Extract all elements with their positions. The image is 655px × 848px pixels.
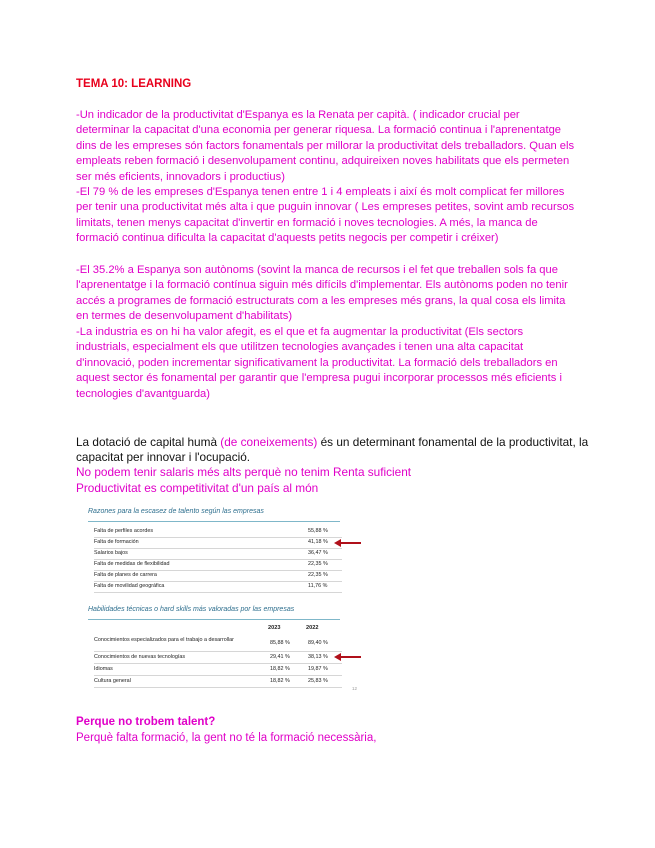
row-label: Falta de perfiles acordes [94,528,154,534]
row-value: 36,47 % [308,550,328,556]
table2-row [94,652,342,664]
paragraph-self-employed: -El 35.2% a Espanya son autònoms (sovint la manca de recursos i el fet que treballen sols fa que l'aprenentatge i la formació contínua siguin més difícils d'implementar. Els autònoms poden no tenir accés a programes de formació estructurats com a les empreses més grans, la qual cosa els limita en termes de desenvolupament d'habilitats) [76,264,568,323]
row-label: Falta de movilidad geográfica [94,583,165,589]
table2-title: Habilidades técnicas o hard skills más valoradas por las empresas [88,606,295,613]
row-label: Idiomas [94,666,113,672]
row-value-2022: 25,83 % [308,678,328,684]
statement-after: és un determinant fonamental de la productivitat, la capacitat per innovar i l'ocupació. [76,435,589,465]
answer-text: Perquè falta formació, la gent no té la formació necessària, [76,732,377,744]
row-value-2023: 18,82 % [270,678,290,684]
row-label: Cultura general [94,678,131,684]
note-salaries: No podem tenir salaris més alts perquè no tenim Renta suficient [76,465,412,479]
row-label: Falta de formación [94,539,139,545]
statement-highlight: (de coneixements) [220,435,318,449]
arrow-left-icon [334,652,362,662]
paragraph-small-companies: -El 79 % de les empreses d'Espanya tenen entre 1 i 4 empleats i així és molt complicat fer millores per tenir una productivitat més alta i que puguin innovar ( Les empreses petites, sovint amb recursos limitats, tenen menys capacitat d'invertir en formació i noves tecnologies. A més, la manca de formació continua dificulta la capacitat d'aquests petits negocis per competir i créixer) [76,186,575,245]
embedded-figure [88,505,358,695]
row-value-2022: 89,40 % [308,640,328,646]
table2-row [94,664,342,676]
row-value: 41,18 % [308,539,328,545]
row-label: Falta de planes de carrera [94,572,157,578]
statement-before: La dotació de capital humà [76,435,221,449]
row-value-2022: 19,87 % [308,666,328,672]
table1-row [94,581,342,593]
row-value-2023: 85,88 % [270,640,290,646]
table2-row [94,676,342,688]
row-value-2023: 29,41 % [270,654,290,660]
table2-row [94,635,342,652]
table1-rule [88,521,340,522]
human-capital-statement [76,435,596,465]
row-value-2022: 38,13 % [308,654,328,660]
row-label: Conocimientos especializados para el trabajo a desarrollar [94,637,234,643]
arrow-left-icon [334,538,362,548]
row-value-2023: 18,82 % [270,666,290,672]
row-value: 11,76 % [308,583,328,589]
question-heading: Perque no trobem talent? [76,716,216,728]
row-value: 22,35 % [308,561,328,567]
table2-header-2023: 2023 [268,625,281,631]
row-value: 55,88 % [308,528,328,534]
figure-page-number: 12 [352,686,358,691]
paragraph-industry: -La industria es on hi ha valor afegit, es el que et fa augmentar la productivitat (Els sectors industrials, especialment els que utilitzen tecnologies avançades i tenen una alta capacitat d'innovació, poden incrementar significativament la productivitat. La formació dels treballadors en aquest sector és fonamental per garantir que l'empresa pugui incorporar processos més eficients i tecnologies d'avantguarda) [76,326,562,400]
row-label: Salarios bajos [94,550,128,556]
note-competitiveness: Productivitat es competitivitat d'un país al món [76,481,319,495]
row-value: 22,35 % [308,572,328,578]
table1-title: Razones para la escasez de talento según las empresas [88,508,264,515]
paragraph-productivity-indicator: -Un indicador de la productivitat d'Espanya es la Renata per capità. ( indicador crucial per determinar la capacitat d'una economia per generar riquesa. La formació continua i l'aprenentatge dins de les empreses són factors fonamentals per millorar la productivitat dels treballadors. Quan els empleats reben formació i desenvolupament continu, adquireixen noves habilitats que els permeten ser més eficients, innovadors i productius) [76,109,575,183]
table2-rule [88,619,340,620]
table2-header-2022: 2022 [306,625,319,631]
row-label: Falta de medidas de flexibilidad [94,561,170,567]
page-title: TEMA 10: LEARNING [76,78,192,90]
row-label: Conocimientos de nuevas tecnologías [94,654,186,660]
